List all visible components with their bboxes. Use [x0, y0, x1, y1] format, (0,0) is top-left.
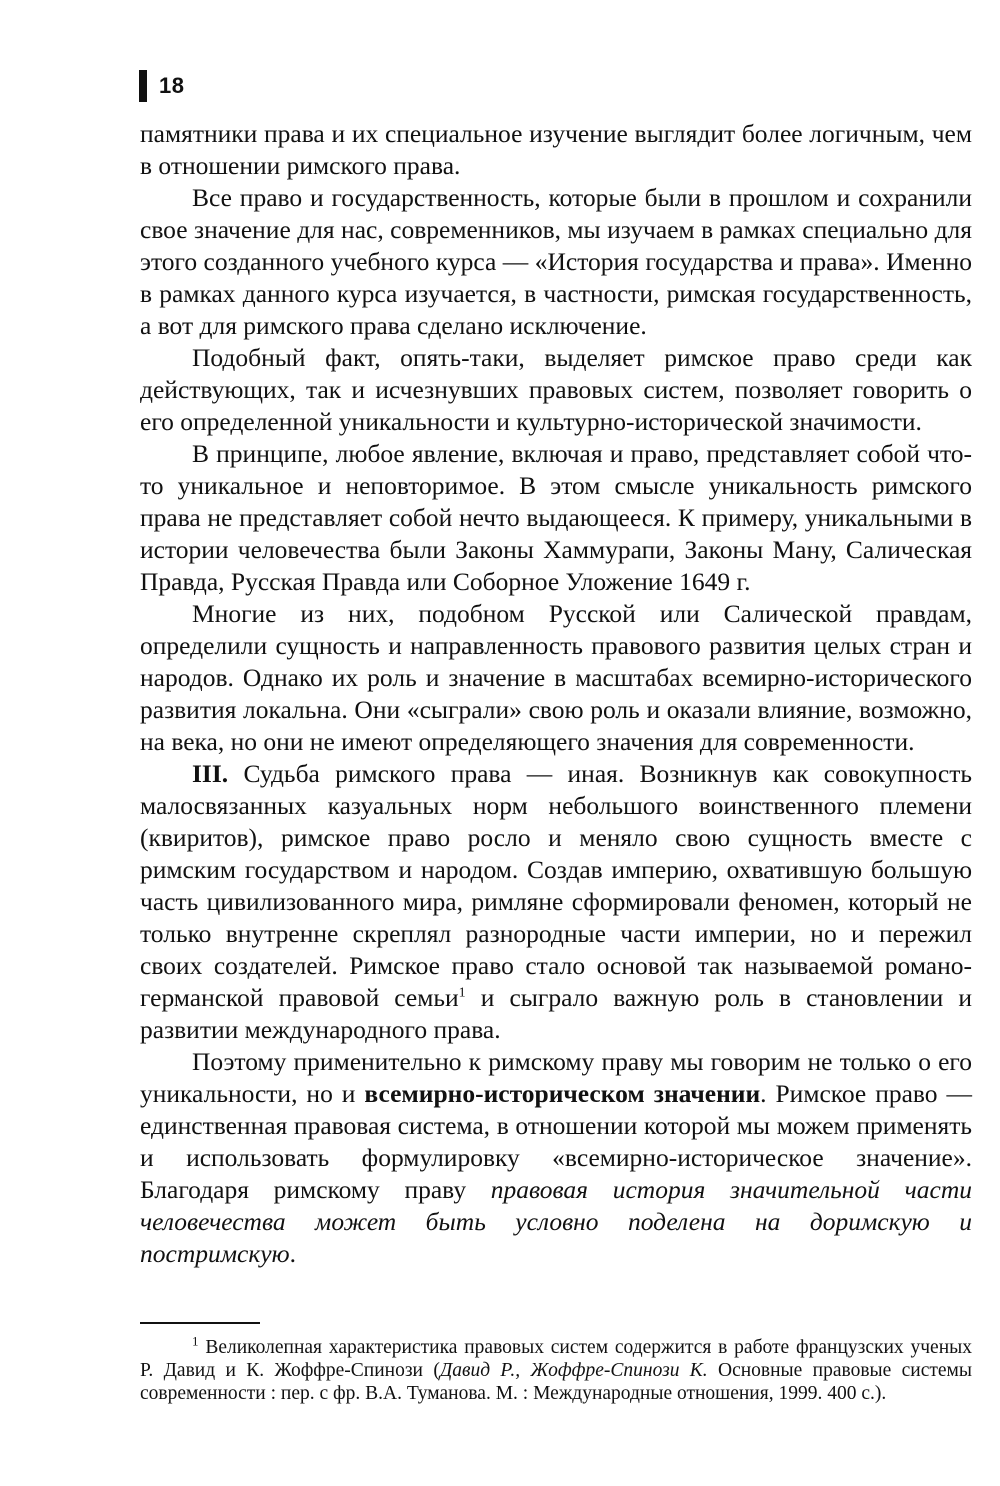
- paragraph-6-text-a: Судьба римского права — иная. Возникнув как совокупность малосвязанных казуальных норм небольшого воинственного племени (квиритов), римское право росло и меняло свою сущность вместе с римским государством и народом. Создав империю, охватившую большую часть цивилизованного мира, римляне сформировали феномен, который не только внутренне скреплял разнородные части империи, но и пережил своих создателей. Римское право стало основой так называемой романо-германской правовой семьи: [140, 759, 972, 1012]
- paragraph-3: Подобный факт, опять-таки, выделяет римское право среди как действующих, так и исчезнувших правовых систем, позволяет говорить о его определенной уникальности и культурно-исторической значимости.: [140, 343, 972, 436]
- paragraph-7-text-a: Поэтому применительно к римскому праву мы говорим не только о его уникальности, но и: [140, 1047, 972, 1108]
- page-header: [139, 70, 184, 102]
- paragraph-7-text-c: .: [289, 1239, 296, 1268]
- footnote: [140, 1333, 972, 1405]
- body-text: [140, 118, 972, 1270]
- paragraph-2: Все право и государственность, которые были в прошлом и сохранили свое значение для нас, современников, мы изучаем в рамках специально для этого созданного учебного курса — «История государства и права». Именно в рамках данного курса изучается, в частности, римская государственность, а вот для римского права сделано исключение.: [140, 183, 972, 340]
- footnote-divider: [140, 1322, 260, 1324]
- paragraph-6-text-b: и сыграло важную роль в становлении и развитии международного права.: [140, 983, 972, 1044]
- section-number: III.: [192, 759, 229, 788]
- footnote-text-b: Основные правовые системы современности : пер. с фр. В.А. Туманова. М. : Международные отношения, 1999. 400 с.).: [140, 1360, 972, 1404]
- paragraph-4: В принципе, любое явление, включая и право, представляет собой что-то уникальное и неповторимое. В этом смысле уникальность римского права не представляет собой нечто выдающееся. К примеру, уникальными в истории человечества были Законы Хаммурапи, Законы Ману, Салическая Правда, Русская Правда или Соборное Уложение 1649 г.: [140, 439, 972, 596]
- page-number: 18: [159, 73, 185, 98]
- footnote-reference[interactable]: 1: [458, 985, 466, 1001]
- footnote-mark: 1: [192, 1333, 199, 1349]
- paragraph-7-text-b: . Римское право — единственная правовая система, в отношении которой мы можем применять и использовать формулировку «всемирно-историческое значение». Благодаря римскому праву: [140, 1079, 972, 1204]
- bold-emphasis: всемирно-историческом значении: [364, 1079, 761, 1108]
- paragraph-6: [140, 758, 972, 1046]
- paragraph-7: [140, 1046, 972, 1270]
- footnote-italic-authors: Давид Р., Жоффре-Спинози К.: [439, 1360, 708, 1381]
- paragraph-1: памятники права и их специальное изучение выглядит более логичным, чем в отношении римского права.: [140, 119, 972, 180]
- header-bar-decoration: [139, 70, 147, 102]
- paragraph-5: Многие из них, подобном Русской или Салической правдам, определили сущность и направленность правового развития целых стран и народов. Однако их роль и значение в масштабах всемирно-исторического развития локальна. Они «сыграли» свою роль и оказали влияние, возможно, на века, но они не имеют определяющего значения для современности.: [140, 599, 972, 756]
- italic-emphasis: правовая история значительной части человечества может быть условно поделена на доримскую и постримскую: [140, 1175, 972, 1268]
- footnote-text-a: Великолепная характеристика правовых систем содержится в работе французских ученых Р. Давид и К. Жоффре-Спинози (: [140, 1337, 972, 1381]
